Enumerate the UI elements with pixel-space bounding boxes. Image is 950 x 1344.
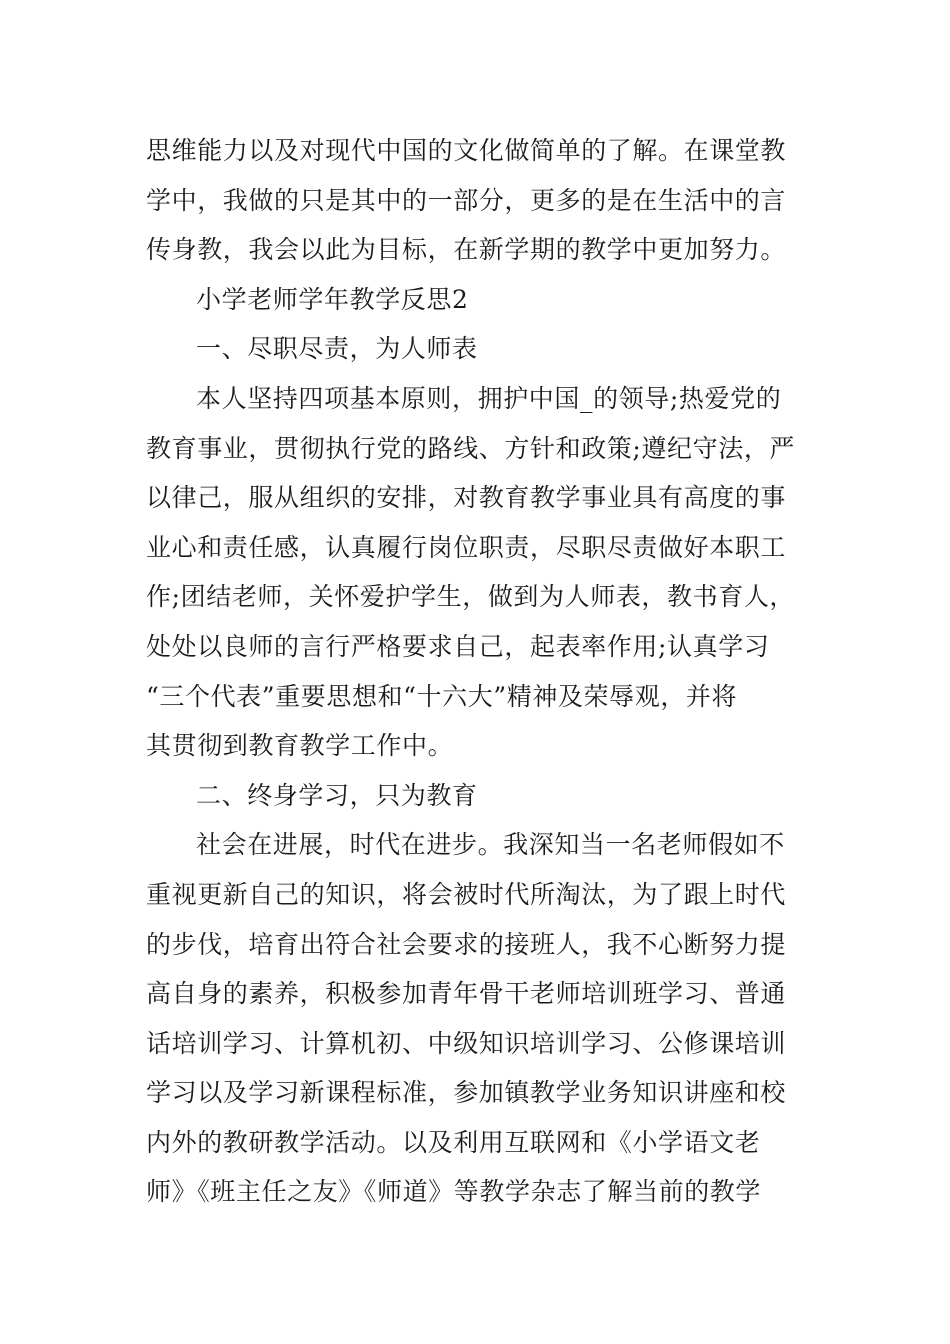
text-line: 以律己，服从组织的安排，对教育教学事业具有高度的事: [146, 483, 787, 513]
text-line: 作;团结老师，关怀爱护学生，做到为人师表，教书育人，: [146, 582, 796, 612]
text-line: 思维能力以及对现代中国的文化做简单的了解。在课堂教: [146, 136, 787, 165]
text-line: 高自身的素养，积极参加青年骨干老师培训班学习、普通: [146, 979, 787, 1009]
section-title: 小学老师学年教学反思2: [196, 284, 469, 314]
text-line: 学习以及学习新课程标准，参加镇教学业务知识讲座和校: [146, 1078, 787, 1108]
text-line: 师》《班主任之友》《师道》等教学杂志了解当前的教学: [146, 1177, 762, 1207]
text-line: 传身教，我会以此为目标，在新学期的教学中更加努力。: [146, 235, 787, 265]
text-line: 内外的教研教学活动。以及利用互联网和《小学语文老: [146, 1127, 761, 1157]
text-line: 处处以良师的言行严格要求自己，起表率作用;认真学习: [146, 631, 770, 661]
text-line: “三个代表”重要思想和“十六大”精神及荣辱观，并将: [146, 681, 738, 711]
text-line: 重视更新自己的知识，将会被时代所淘汰，为了跟上时代: [146, 879, 787, 909]
text-line: 其贯彻到教育教学工作中。: [146, 731, 454, 761]
text-line: 话培训学习、计算机初、中级知识培训学习、公修课培训: [146, 1028, 787, 1058]
text-line: 的步伐，培育出符合社会要求的接班人，我不心断努力提: [146, 929, 787, 959]
text-line: 社会在进展，时代在进步。我深知当一名老师假如不: [196, 830, 785, 860]
text-line: 教育事业，贯彻执行党的路线、方针和政策;遵纪守法，严: [146, 433, 796, 463]
text-line: 业心和责任感，认真履行岗位职责，尽职尽责做好本职工: [146, 532, 787, 562]
text-line: 本人坚持四项基本原则，拥护中国_的领导;热爱党的: [196, 383, 782, 413]
document-body: [146, 126, 806, 1217]
section-heading: 二、终身学习，只为教育: [196, 780, 478, 810]
section-heading: 一、尽职尽责，为人师表: [196, 334, 478, 364]
text-line: 学中，我做的只是其中的一部分，更多的是在生活中的言: [146, 185, 787, 215]
